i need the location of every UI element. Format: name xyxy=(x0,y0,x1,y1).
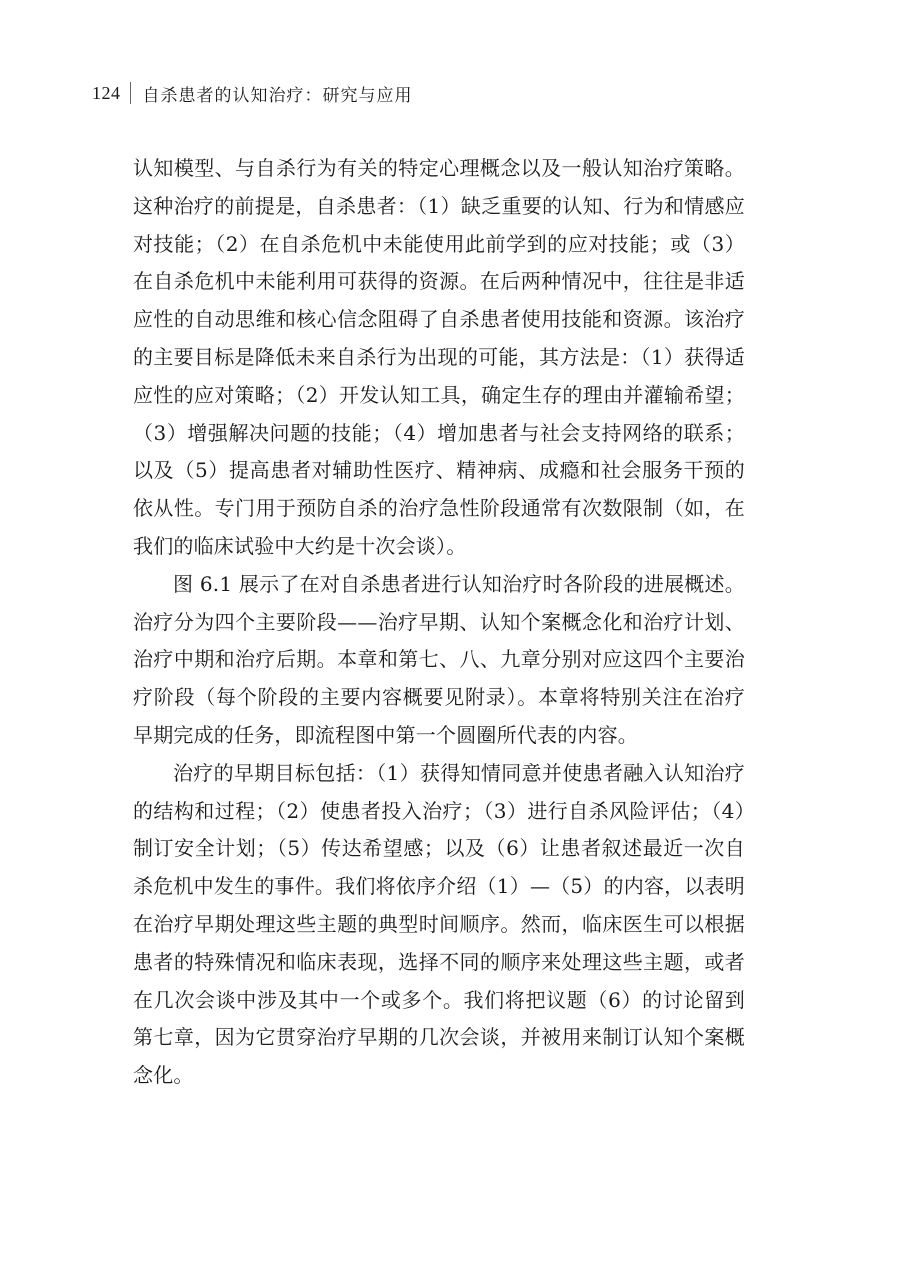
header-divider xyxy=(130,82,131,104)
page-number: 124 xyxy=(92,82,121,103)
paragraph-3: 治疗的早期目标包括：（1）获得知情同意并使患者融入认知治疗的结构和过程；（2）使患者投入治疗；（3）进行自杀风险评估；（4）制订安全计划；（5）传达希望感；以及（6）让患者叙述最近一次自杀危机中发生的事件。我们将依序介绍（1）—（5）的内容，以表明在治疗早期处理这些主题的典型时间顺序。然而，临床医生可以根据患者的特殊情况和临床表现，选择不同的顺序来处理这些主题，或者在几次会谈中涉及其中一个或多个。我们将把议题（6）的讨论留到第七章，因为它贯穿治疗早期的几次会谈，并被用来制订认知个案概念化。 xyxy=(133,760,745,1088)
running-title: 自杀患者的认知治疗：研究与应用 xyxy=(142,85,413,106)
paragraph-1: 认知模型、与自杀行为有关的特定心理概念以及一般认知治疗策略。这种治疗的前提是，自杀患者：（1）缺乏重要的认知、行为和情感应对技能；（2）在自杀危机中未能使用此前学到的应对技能；或（3）在自杀危机中未能利用可获得的资源。在后两种情况中，往往是非适应性的自动思维和核心信念阻碍了自杀患者使用技能和资源。该治疗的主要目标是降低未来自杀行为出现的可能，其方法是：（1）获得适应性的应对策略；（2）开发认知工具，确定生存的理由并灌输希望；（3）增强解决问题的技能；（4）增加患者与社会支持网络的联系；以及（5）提高患者对辅助性医疗、精神病、成瘾和社会服务干预的依从性。专门用于预防自杀的治疗急性阶段通常有次数限制（如，在我们的临床试验中大约是十次会谈）。 xyxy=(133,156,745,558)
paragraph-2: 图 6.1 展示了在对自杀患者进行认知治疗时各阶段的进展概述。治疗分为四个主要阶段——治疗早期、认知个案概念化和治疗计划、治疗中期和治疗后期。本章和第七、八、九章分别对应这四个主要治疗阶段（每个阶段的主要内容概要见附录）。本章将特别关注在治疗早期完成的任务，即流程图中第一个圆圈所代表的内容。 xyxy=(133,571,745,747)
body-text xyxy=(133,150,745,1095)
page-header xyxy=(92,80,413,106)
